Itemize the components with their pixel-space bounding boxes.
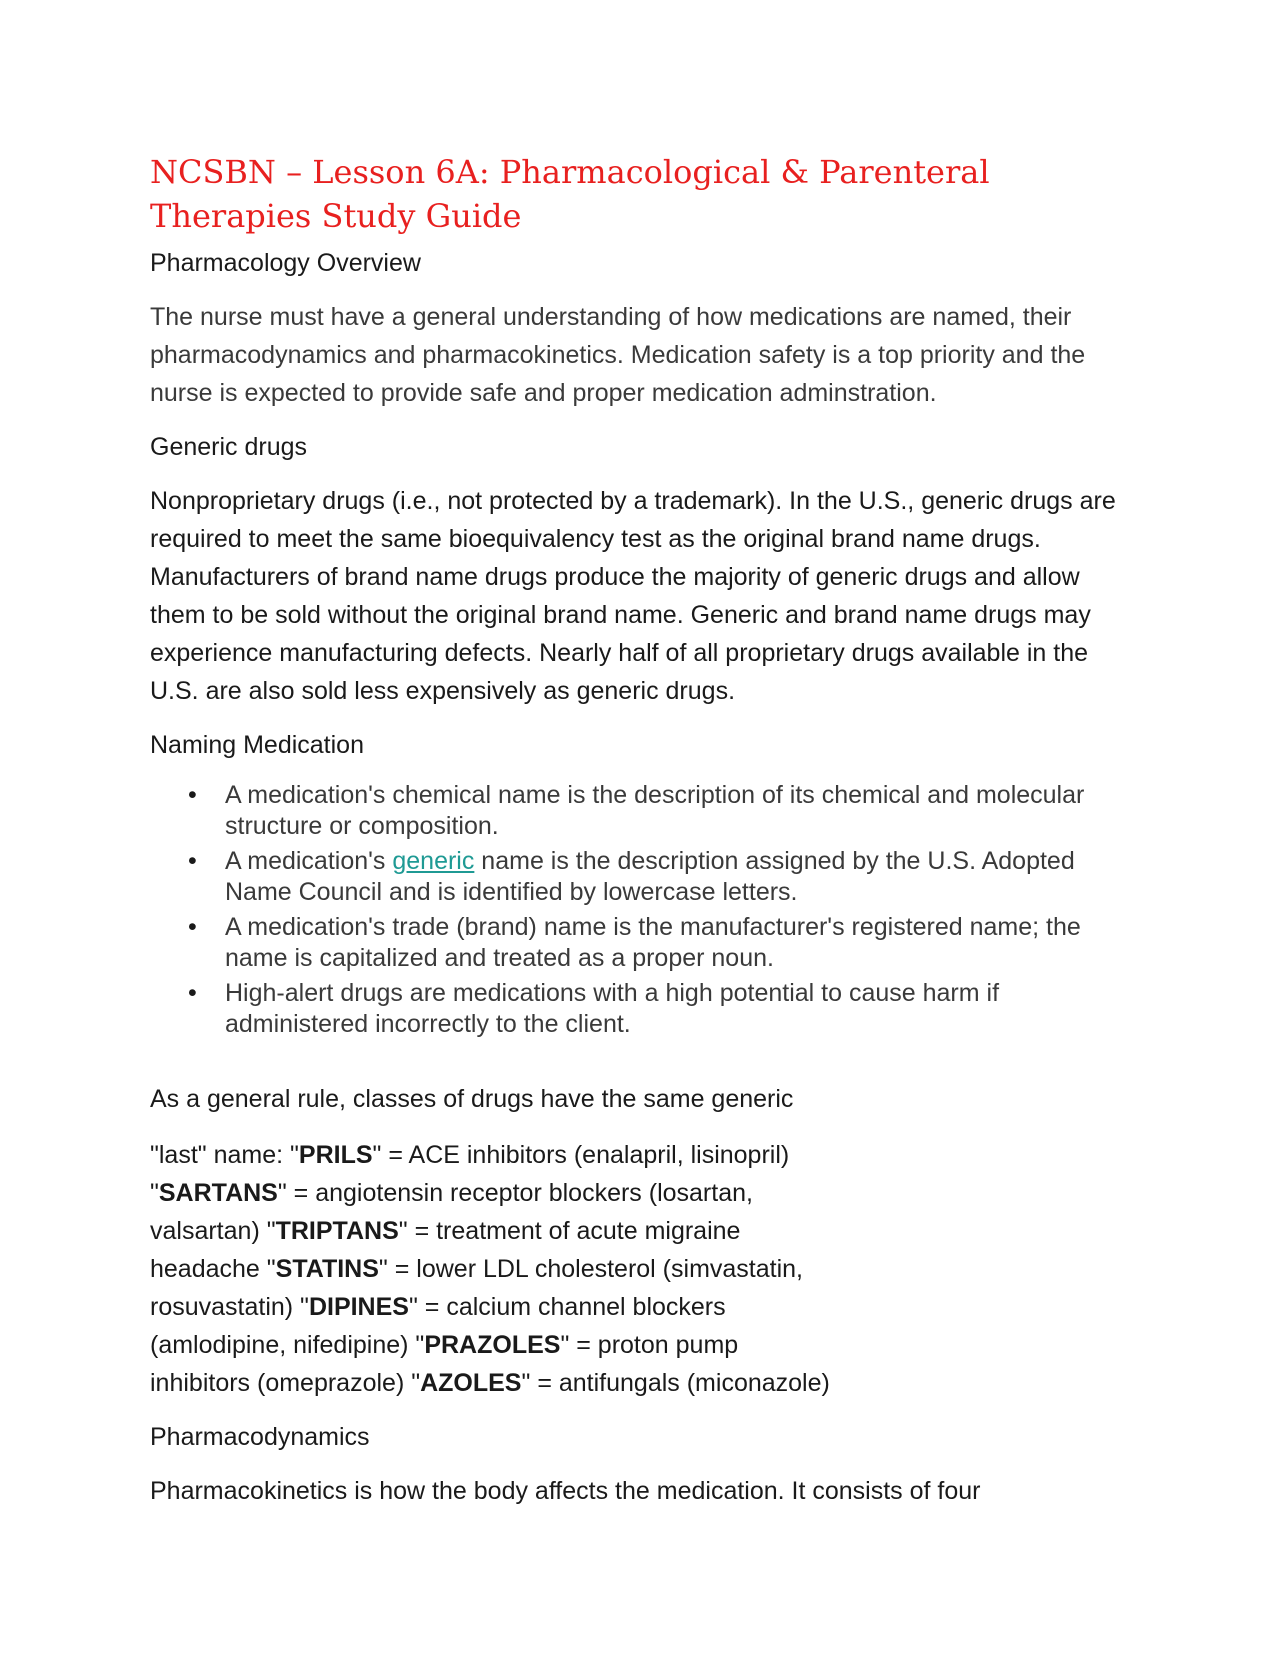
classes-text: " = angiotensin receptor blockers (losartan, valsartan) " [150, 1179, 753, 1245]
generic-link[interactable]: generic [392, 847, 475, 875]
bullet-icon: • [188, 979, 197, 1007]
heading-pharmacology-overview: Pharmacology Overview [150, 249, 421, 277]
pharmacodynamics-paragraph: Pharmacokinetics is how the body affects the medication. It consists of four [150, 1477, 981, 1505]
generic-drugs-paragraph: Nonproprietary drugs (i.e., not protected by a trademark). In the U.S., generic drugs are required to meet the same bioequivalency test as the original brand name drugs. Manufacturers of brand name drugs produce the majority of generic drugs and allow them to be sold without the original brand name. Generic and brand name drugs may experience manufacturing defects. Nearly half of all proprietary drugs available in the U.S. are also sold less expensively as generic drugs. [150, 487, 1116, 705]
classes-text: " = calcium channel blockers (amlodipine, nifedipine) " [150, 1293, 726, 1359]
classes-text: " = antifungals (miconazole) [521, 1369, 830, 1397]
document-title: NCSBN – Lesson 6A: Pharmacological & Parenteral Therapies Study Guide [150, 153, 990, 235]
bullet-icon: • [188, 913, 197, 941]
list-item [150, 780, 1140, 842]
classes-text: "last" name: " [150, 1141, 299, 1169]
classes-text: " = ACE inhibitors (enalapril, lisinopril) " [150, 1141, 790, 1207]
suffix-azoles: AZOLES [420, 1369, 522, 1397]
suffix-prazoles: PRAZOLES [424, 1331, 561, 1359]
list-item [150, 912, 1140, 974]
suffix-triptans: TRIPTANS [275, 1217, 399, 1245]
document-page [150, 150, 1140, 1528]
suffix-prils: PRILS [298, 1141, 373, 1169]
suffix-statins: STATINS [275, 1255, 379, 1283]
bullet-icon: • [188, 781, 197, 809]
bullet-text-generic-post: name is the description assigned by the U.S. Adopted Name Council and is identified by lowercase letters. [225, 847, 1075, 906]
bullet-text-high-alert: High-alert drugs are medications with a high potential to cause harm if administered incorrectly to the client. [225, 979, 1000, 1038]
classes-text: " = proton pump inhibitors (omeprazole) " [150, 1331, 739, 1397]
drug-classes-paragraph [150, 1136, 840, 1402]
heading-generic-drugs: Generic drugs [150, 433, 308, 461]
naming-bullet-list [150, 780, 1140, 1040]
bullet-icon: • [188, 847, 197, 875]
list-item [150, 978, 1140, 1040]
bullet-text-trade-name: A medication's trade (brand) name is the manufacturer's registered name; the name is capitalized and treated as a proper noun. [225, 913, 1081, 972]
overview-paragraph: The nurse must have a general understanding of how medications are named, their pharmacodynamics and pharmacokinetics. Medication safety is a top priority and the nurse is expected to provide safe and proper medication adminstration. [150, 303, 1086, 407]
suffix-sartans: SARTANS [158, 1179, 278, 1207]
bullet-text-chemical-name: A medication's chemical name is the description of its chemical and molecular structure or composition. [225, 781, 1085, 840]
suffix-dipines: DIPINES [308, 1293, 409, 1321]
drug-classes-intro: As a general rule, classes of drugs have the same generic [150, 1085, 794, 1113]
classes-text: " = lower LDL cholesterol (simvastatin, rosuvastatin) " [150, 1255, 803, 1321]
classes-text: " = treatment of acute migraine headache " [150, 1217, 741, 1283]
heading-naming-medication: Naming Medication [150, 731, 364, 759]
list-item [150, 846, 1140, 908]
heading-pharmacodynamics: Pharmacodynamics [150, 1423, 370, 1451]
bullet-text-generic-pre: A medication's [225, 847, 393, 875]
